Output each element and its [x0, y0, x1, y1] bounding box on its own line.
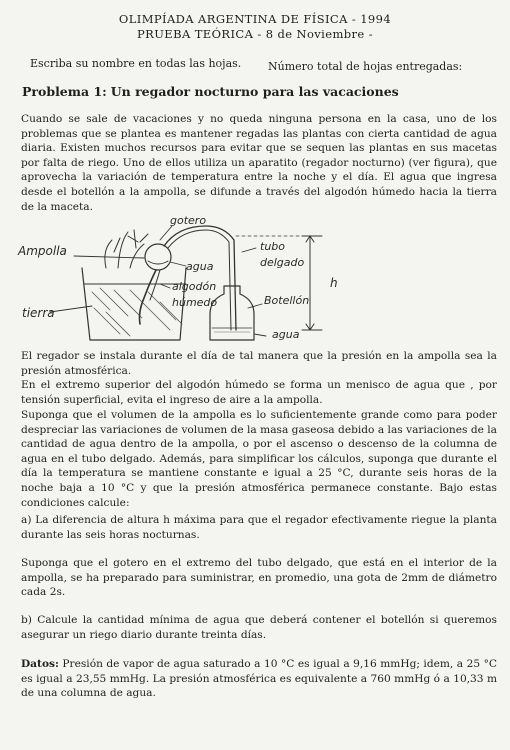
intro-paragraph: Cuando se sale de vacaciones y no queda ninguna persona en la casa, uno de los problemas que se plantea es mantener regadas las plantas con cierta cantidad de agua diaria. Existen muchos recursos para evitar que se sequen las plantas en sus macetas por falta de riego. Uno de ellos utiliza un aparatito (regador nocturno) (ver figura), que aprovecha la variación de temperatura entre la noche y el día. El agua que ingresa desde el botellón a la ampolla, se difunde a través del algodón húmedo hacia la tierra de la maceta. [21, 113, 497, 213]
assumptions-paragraph: Suponga que el volumen de la ampolla es lo suficientemente grande como para poder despreciar las variaciones de volumen de la masa gaseosa debido a las variaciones de la cantidad de agua dentro de la ampolla, o por el ascenso o descenso de la columna de agua en el tubo delgado. Además, para simplificar los cálculos, suponga que durante el día la temperatura se mantiene constante e igual a 25 °C, durante seis horas de la noche baja a 10 °C y que la presión atmosférica permanece constante. Bajo estas condiciones calcule: [21, 409, 497, 509]
label-agua-botellon: agua [272, 328, 300, 341]
exam-subtitle: PRUEBA TEÓRICA - 8 de Noviembre - [137, 27, 373, 41]
label-h: h [330, 276, 338, 290]
installation-paragraph: El regador se instala durante el día de tal manera que la presión en la ampolla sea la presión atmosférica. [21, 350, 497, 377]
label-algodon: algodón [172, 280, 217, 293]
competition-title: OLIMPÍADA ARGENTINA DE FÍSICA - 1994 [118, 12, 392, 26]
label-gotero: gotero [170, 214, 207, 227]
ampolla-bulb [145, 244, 171, 270]
name-instruction: Escriba su nombre en todas las hojas. [30, 57, 242, 70]
label-tubo: tubo [260, 240, 285, 253]
datos-text: Presión de vapor de agua saturado a 10 °C es igual a 9,16 mmHg; idem, a 25 °C es igual a 23,55 mmHg. La presión atmosférica es equivalente a 760 mmHg ó a 10,33 m de una columna de agua. [21, 658, 497, 700]
meniscus-paragraph: En el extremo superior del algodón húmedo se forma un menisco de agua que , por tensión superficial, evita el ingreso de aire a la ampolla. [21, 379, 497, 406]
irrigator-figure [10, 212, 510, 350]
dropper-paragraph: Suponga que el gotero en el extremo del tubo delgado, que está en el interior de la ampolla, se ha preparado para suministrar, en promedio, una gota de 2mm de diámetro cada 2s. [21, 557, 497, 599]
label-agua-ampolla: agua [186, 260, 214, 273]
height-marker [302, 236, 322, 330]
label-humedo: húmedo [172, 296, 218, 309]
plant-leaves [105, 230, 148, 268]
problem-name: Un regador nocturno para las vacaciones [110, 84, 399, 99]
irrigator-sketch [10, 212, 510, 350]
label-ampolla: Ampolla [18, 244, 67, 258]
label-tierra: tierra [22, 306, 55, 320]
datos-paragraph [21, 657, 497, 701]
label-botellon: Botellón [264, 294, 310, 307]
label-delgado: delgado [260, 256, 305, 269]
datos-label: Datos: [21, 658, 59, 670]
soil-hatching [92, 288, 182, 336]
flower-pot [82, 268, 186, 340]
question-b: b) Calcule la cantidad mínima de agua que deberá contener el botellón si queremos asegurar un riego diario durante treinta días. [21, 614, 497, 641]
thin-tube [164, 226, 236, 330]
sheets-total-label: Número total de hojas entregadas: [268, 60, 463, 73]
question-a: a) La diferencia de altura h máxima para que el regador efectivamente riegue la planta durante las seis horas nocturnas. [21, 514, 497, 541]
problem-number: Problema 1: [22, 84, 107, 99]
problem-title [22, 84, 399, 99]
